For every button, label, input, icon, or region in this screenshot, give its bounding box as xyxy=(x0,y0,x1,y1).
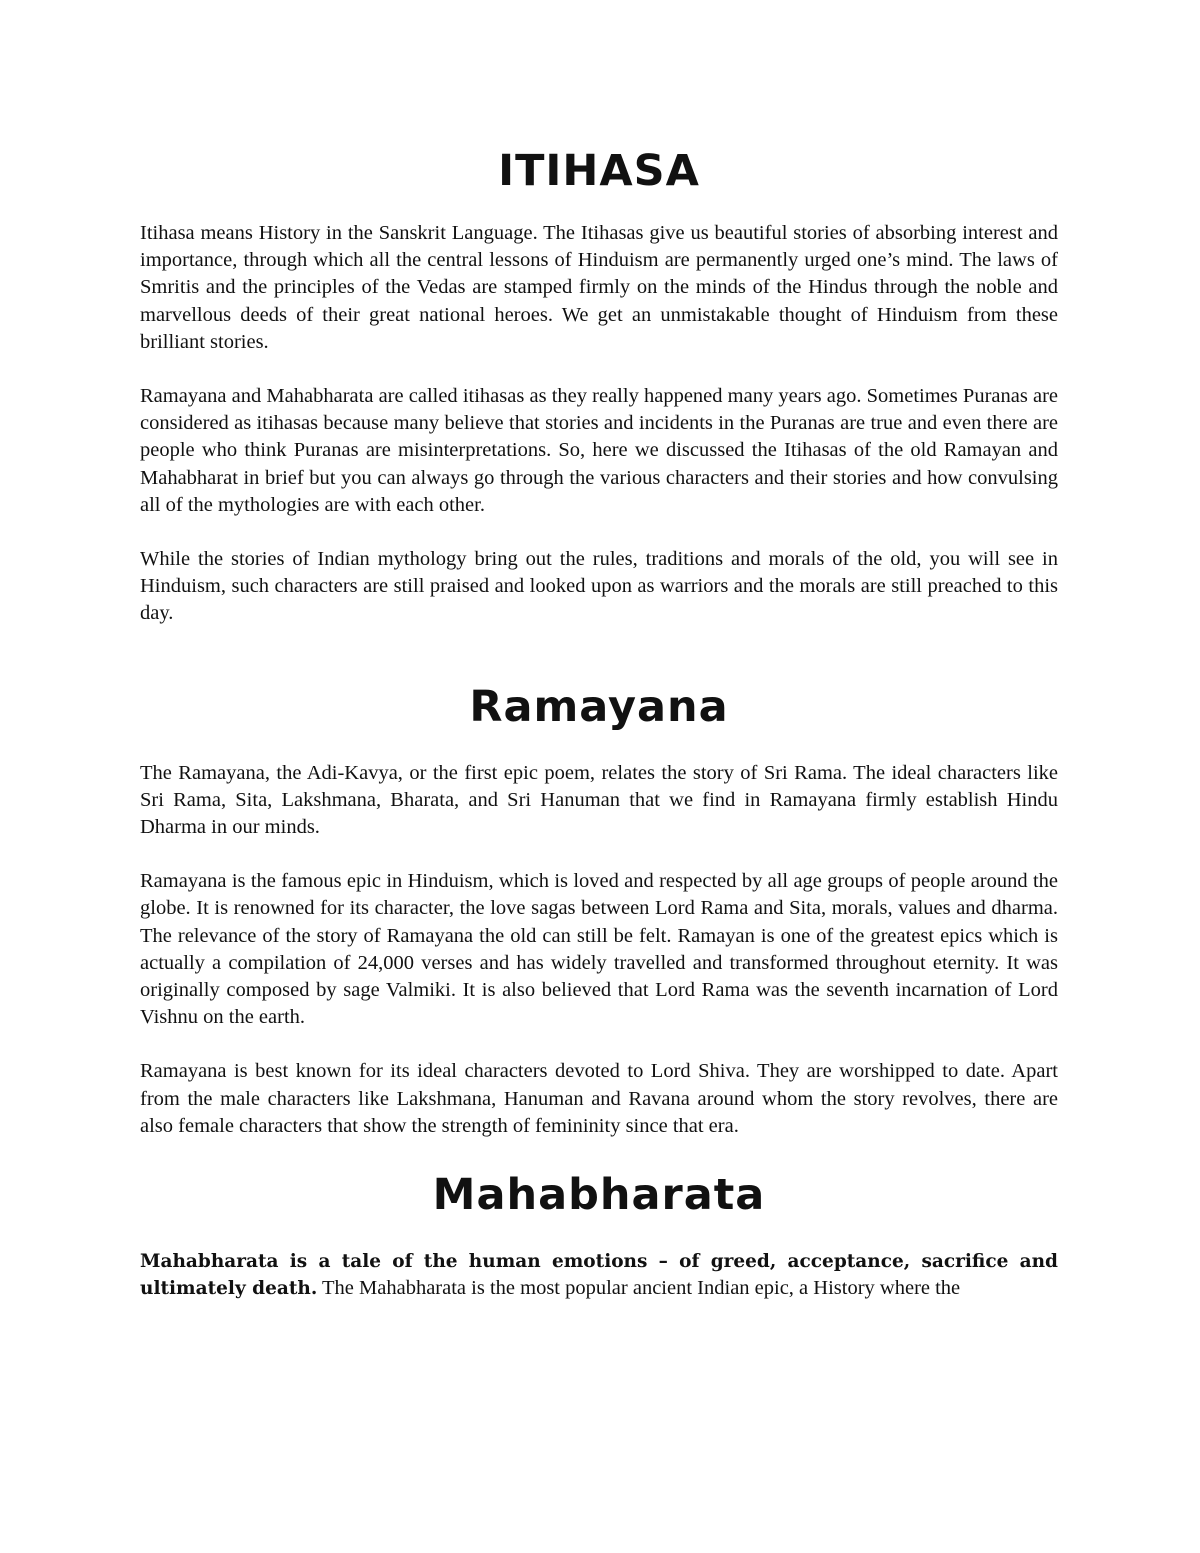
ramayana-paragraph-1: The Ramayana, the Adi-Kavya, or the first epic poem, relates the story of Sri Rama. The ideal characters like Sri Rama, Sita, Lakshmana, Bharata, and Sri Hanuman that we find in Ramayana firmly establish Hindu Dharma in our minds. xyxy=(140,761,1058,839)
ramayana-paragraph-2: Ramayana is the famous epic in Hinduism, which is loved and respected by all age groups of people around the globe. It is renowned for its character, the love sagas between Lord Rama and Sita, morals, values and dharma. The relevance of the story of Ramayana the old can still be felt. Ramayan is one of the greatest epics which is actually a compilation of 24,000 verses and has widely travelled and transformed throughout eternity. It was originally composed by sage Valmiki. It is also believed that Lord Rama was the seventh incarnation of Lord Vishnu on the earth. xyxy=(140,870,1058,1029)
document-body xyxy=(140,140,1058,1302)
itihasa-paragraph-3: While the stories of Indian mythology bring out the rules, traditions and morals of the old, you will see in Hinduism, such characters are still praised and looked upon as warriors and the morals are still preached to this day. xyxy=(140,548,1058,625)
heading-ramayana: Ramayana xyxy=(469,681,729,732)
heading-mahabharata: Mahabharata xyxy=(432,1170,766,1221)
mahabharata-paragraph-1 xyxy=(140,1248,1058,1302)
heading-itihasa: ITIHASA xyxy=(498,146,700,196)
itihasa-paragraph-1: Itihasa means History in the Sanskrit Language. The Itihasas give us beautiful stories of absorbing interest and importance, through which all the central lessons of Hinduism are permanently urged one’s mind. The laws of Smritis and the principles of the Vedas are stamped firmly on the minds of the Hindus through the noble and marvellous deeds of their great national heroes. We get an unmistakable thought of Hinduism from these brilliant stories. xyxy=(140,222,1058,353)
mahabharata-lead-bold: Mahabharata is a tale of the human emotions – of greed, acceptance, sacrifice and ultimately death. xyxy=(140,1251,1058,1300)
itihasa-paragraph-2: Ramayana and Mahabharata are called itihasas as they really happened many years ago. Sometimes Puranas are considered as itihasas because many believe that stories and incidents in the Puranas are true and even there are people who think Puranas are misinterpretations. So, here we discussed the Itihasas of the old Ramayan and Mahabharat in brief but you can always go through the various characters and their stories and how convulsing all of the mythologies are with each other. xyxy=(140,385,1058,516)
mahabharata-lead-rest: The Mahabharata is the most popular ancient Indian epic, a History where the xyxy=(317,1277,961,1300)
ramayana-paragraph-3: Ramayana is best known for its ideal characters devoted to Lord Shiva. They are worshipped to date. Apart from the male characters like Lakshmana, Hanuman and Ravana around whom the story revolves, there are also female characters that show the strength of femininity since that era. xyxy=(140,1060,1058,1137)
